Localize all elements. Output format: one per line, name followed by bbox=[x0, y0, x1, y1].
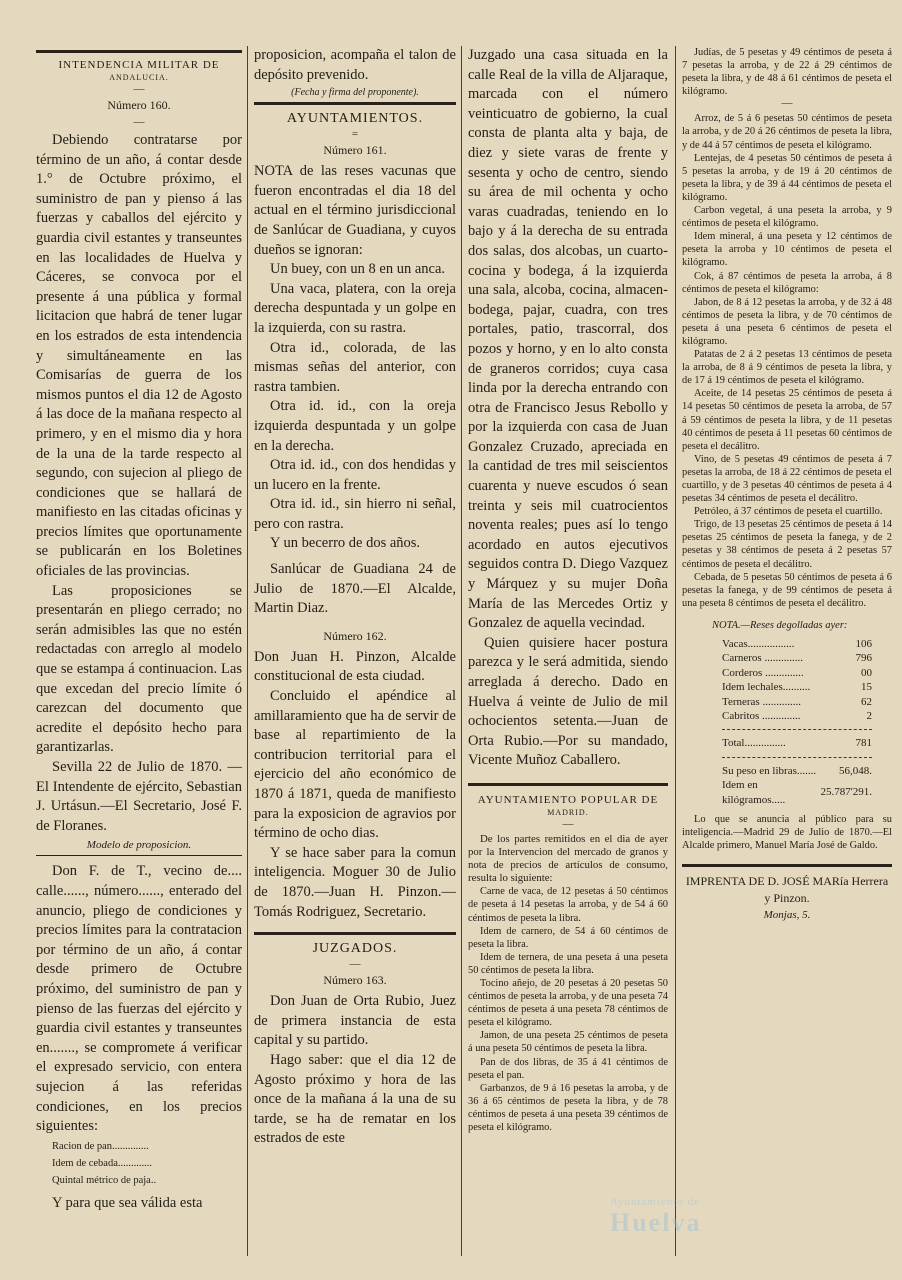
paragraph: Un buey, con un 8 en un anca. bbox=[270, 261, 446, 278]
column-rule bbox=[247, 46, 248, 1256]
table-row bbox=[722, 695, 872, 709]
column-2 bbox=[254, 46, 456, 1149]
total-label: Total............... bbox=[722, 737, 786, 750]
weight-label: Idem en kilógramos..... bbox=[722, 779, 786, 806]
paragraph: Hago saber: que el dia 12 de Agosto próximo y hora de las once de la mañana á la una de su tarde, se ha de rematar en los estrados de este bbox=[254, 1051, 456, 1147]
section-rule bbox=[468, 783, 668, 786]
paragraph: Don Juan de Orta Rubio, Juez de primera instancia de esta capital y su partido. bbox=[254, 993, 456, 1049]
section-rule bbox=[682, 864, 892, 867]
weight-value: 25.787'291. bbox=[820, 786, 872, 799]
watermark-line: Huelva bbox=[610, 1208, 702, 1237]
section-rule bbox=[254, 102, 456, 105]
table-row bbox=[722, 666, 872, 680]
price-item: Arroz, de 5 á 6 pesetas 50 céntimos de peseta la arroba, y de 20 á 26 céntimos de peseta la libra, y de 44 á 57 céntimos de peseta el kilógramo. bbox=[682, 113, 892, 151]
price-item: Cok, á 87 céntimos de peseta la arroba, á 8 céntimos de peseta el kilógramo: bbox=[682, 270, 892, 295]
form-line: Racion de pan.............. bbox=[52, 1140, 149, 1152]
total-value: 781 bbox=[855, 737, 872, 750]
paragraph: De los partes remitidos en el dia de ayer por la Intervencion del mercado de granos y nota de precios de artículos de consumo, resulta lo siguiente: bbox=[468, 832, 668, 885]
watermark-line: Ayuntamiento de bbox=[610, 1196, 701, 1208]
paragraph: NOTA de las reses vacunas que fueron encontradas el dia 18 del actual en el término jurisdiccional de Sanlúcar de Guadiana, y cuyos dueños se ignoran: bbox=[254, 163, 456, 258]
price-item: Idem mineral, á una peseta y 12 céntimos de peseta la arroba y 10 céntimos de peseta el kilógramo. bbox=[682, 231, 892, 269]
price-item: Patatas de 2 á 2 pesetas 13 céntimos de peseta la arroba, de 8 á 9 céntimos de peseta la libra, y de 17 á 19 céntimos de peseta el kilógramo. bbox=[682, 349, 892, 387]
section-subheading: ANDALUCIA. bbox=[109, 73, 169, 82]
section-rule bbox=[36, 50, 242, 53]
row-label: Terneras .............. bbox=[722, 695, 801, 708]
total-divider bbox=[722, 729, 872, 730]
price-item: Lentejas, de 4 pesetas 50 céntimos de peseta á 5 pesetas la arroba, y de 19 á 20 céntimos de peseta la libra, y de 39 á 44 céntimos de peseta el kilógramo. bbox=[682, 152, 892, 203]
table-row bbox=[722, 651, 872, 665]
paragraph: Otra id. id., con dos hendidas y un lucero en la frente. bbox=[254, 457, 456, 493]
printer-name: IMPRENTA DE D. JOSÉ MARía Herrera y Pinzon. bbox=[685, 874, 889, 906]
livestock-note: NOTA.—Reses degolladas ayer: bbox=[712, 619, 848, 631]
row-label: Corderos .............. bbox=[722, 666, 804, 679]
row-value: 796 bbox=[855, 652, 872, 665]
weight-row bbox=[722, 778, 872, 807]
weight-label: Su peso en libras....... bbox=[722, 764, 817, 777]
paragraph: Sevilla 22 de Julio de 1870. —El Intendente de ejército, Sebastian J. Urtásun.—El Secretario, José F. de Floranes. bbox=[36, 759, 242, 834]
table-row bbox=[722, 680, 872, 694]
total-row bbox=[722, 736, 872, 750]
weight-value: 56,048. bbox=[839, 764, 872, 777]
paragraph: Lo que se anuncia al público para su inteligencia.—Madrid 29 de Julio de 1870.—El Alcalde primero, Manuel María José de Galdo. bbox=[682, 814, 892, 852]
paragraph: Otra id., colorada, de las mismas señas del anterior, con rastra tambien. bbox=[254, 339, 456, 395]
thin-rule bbox=[36, 855, 242, 856]
price-item: Vino, de 5 pesetas 49 céntimos de peseta á 7 pesetas la arroba, de 18 á 22 céntimos de peseta el cuartillo, y de 3 pesetas 40 céntimos de peseta á 4 pesetas 34 céntimos de peseta el decálitro. bbox=[682, 453, 892, 505]
price-item: Garbanzos, de 9 á 16 pesetas la arroba, y de 36 á 65 céntimos de peseta la libra, y de 78 céntimos de peseta á una peseta 39 céntimos de peseta el kilógramo. bbox=[468, 1082, 668, 1134]
column-1 bbox=[36, 46, 242, 1213]
price-item: Jamon, de una peseta 25 céntimos de peseta á una peseta 50 céntimos de peseta la libra. bbox=[468, 1030, 668, 1055]
section-heading: INTENDENCIA MILITAR DE bbox=[58, 59, 220, 71]
price-item: Carbon vegetal, á una peseta la arroba, y 9 céntimos de peseta el kilógramo. bbox=[682, 205, 892, 230]
notice-number: Número 163. bbox=[323, 973, 387, 988]
form-line: Idem de cebada............. bbox=[52, 1157, 153, 1169]
paragraph: Concluido el apéndice al amillaramiento que ha de servir de base al repartimiento de la contribucion territorial para el ejercicio del año económico de 1870 á 1871, queda de manifiesto para la exposicion de agravios por término de ocho dias. bbox=[254, 688, 456, 842]
row-value: 15 bbox=[861, 681, 872, 694]
section-heading: AYUNTAMIENTO POPULAR DE bbox=[477, 793, 659, 806]
paragraph: Otra id. id., sin hierro ni señal, pero con rastra. bbox=[254, 496, 456, 532]
paragraph: Y para que sea válida esta bbox=[52, 1194, 203, 1211]
price-item: Trigo, de 13 pesetas 25 céntimos de peseta á 14 pesetas 25 céntimos de peseta la fanega, y de 2 pesetas y 38 céntimos de peseta á 2 pesetas 57 céntimos de peseta el decálitro. bbox=[682, 519, 892, 570]
total-table bbox=[722, 736, 872, 750]
livestock-table bbox=[722, 637, 872, 723]
price-item: Tocino añejo, de 20 pesetas á 20 pesetas 50 céntimos de peseta la arroba, y de una peseta 74 céntimos de peseta á una peseta 78 céntimos de peseta el kilógramo. bbox=[468, 978, 668, 1029]
notice-number: Número 162. bbox=[323, 628, 387, 643]
row-label: Cabritos .............. bbox=[722, 709, 801, 722]
notice-number: Número 161. bbox=[323, 143, 387, 158]
weight-row bbox=[722, 764, 872, 778]
weight-table bbox=[722, 764, 872, 807]
dash-separator: — bbox=[133, 83, 145, 95]
dash-separator: — bbox=[562, 817, 574, 830]
column-3 bbox=[468, 46, 668, 1134]
price-item: Idem de carnero, de 54 á 60 céntimos de peseta la libra. bbox=[468, 925, 668, 950]
price-item: Pan de dos libras, de 35 á 41 céntimos de peseta el pan. bbox=[468, 1056, 668, 1081]
model-heading: Modelo de proposicion. bbox=[86, 839, 192, 852]
row-value: 00 bbox=[861, 666, 872, 679]
section-rule bbox=[254, 932, 456, 935]
column-4 bbox=[682, 46, 892, 924]
section-heading: JUZGADOS. bbox=[312, 941, 398, 957]
dash-separator: — bbox=[781, 97, 793, 110]
dash-separator: — bbox=[133, 116, 145, 128]
dash-separator: = bbox=[351, 128, 359, 141]
paragraph: Juzgado una casa situada en la calle Real de la villa de Aljaraque, marcada con el número veinticuatro de gobierno, la cual consta de planta alta y baja, de diez y siete varas de frente y sesenta y ocho de centro, siendo su área de mil ochenta y ocho varas cuadradas, teniendo en lo bajo y á la derecha de su entrada dos salas, dos alcobas, un cuarto-cocina y bodega, á la izquierda una sala, alcoba, cocina, almacen-bodega, pajar, cuadra, con tres portales, patio, trascorral, dos pozos y horno, y en lo alto consta de graneros corridos; cuya casa linda por la derecha entrando con otra de Francisco Jesus Rebollo y por la izquierda con casa de Juan Gonzalez Cruzado, apreciada en la cantidad de tres mil seiscientos cuarenta y nueve escudos ó sean treinta y seis mil cuatrocientos noventa reales; pues así lo tengo acordado en autos ejecutivos seguidos contra D. Diego Vazquez y Márquez y su mujer Doña María de las Mercedes Ortiz y Gonzalez de aquella vecindad. bbox=[468, 47, 668, 632]
dash-separator: — bbox=[349, 958, 361, 971]
table-row bbox=[722, 637, 872, 651]
price-item: Petróleo, á 37 céntimos de peseta el cuartillo. bbox=[694, 506, 883, 518]
form-line: Quintal métrico de paja.. bbox=[52, 1174, 157, 1186]
total-divider bbox=[722, 757, 872, 758]
paragraph: Y se hace saber para la comun inteligencia. Moguer 30 de Julio de 1870.—Juan H. Pinzon.—Tomás Rodriguez, Secretario. bbox=[254, 844, 456, 920]
row-value: 106 bbox=[855, 637, 872, 650]
table-row bbox=[722, 709, 872, 723]
paragraph: Sanlúcar de Guadiana 24 de Julio de 1870.—El Alcalde, Martin Diaz. bbox=[254, 561, 456, 617]
price-item: Carne de vaca, de 12 pesetas á 50 céntimos de peseta á 14 pesetas la arroba, y de 54 á 60 céntimos de peseta la libra. bbox=[468, 886, 668, 924]
paragraph: proposicion, acompaña el talon de depósito prevenido. bbox=[254, 47, 456, 83]
column-rule bbox=[461, 46, 462, 1256]
row-label: Carneros .............. bbox=[722, 652, 803, 665]
signature-note: (Fecha y firma del proponente). bbox=[291, 87, 419, 99]
paragraph: Quien quisiere hacer postura parezca y le será admitida, siendo arreglada á derecho. Dado en Huelva á veinte de Julio de mil ochocientos setenta.—Juan de Orta Rubio.—Por su mandado, Vicente Muñoz Caballero. bbox=[468, 634, 668, 769]
library-watermark bbox=[610, 1196, 890, 1238]
printer-address: Monjas, 5. bbox=[763, 909, 811, 922]
paragraph: Don Juan H. Pinzon, Alcalde constitucional de esta ciudad. bbox=[254, 648, 456, 685]
section-heading: AYUNTAMIENTOS. bbox=[286, 111, 424, 127]
row-label: Idem lechales.......... bbox=[722, 681, 811, 694]
price-item: Aceite, de 14 pesetas 25 céntimos de peseta á 14 pesetas 50 céntimos de peseta la arroba, de 57 á 59 céntimos de peseta la libra, y de 11 pesetas 40 céntimos de peseta á 11 pesetas 60 céntimos de peseta el decálitro. bbox=[682, 388, 892, 452]
paragraph: Otra id. id., con la oreja izquierda despuntada y un golpe en la derecha. bbox=[254, 398, 456, 454]
printer-imprint bbox=[682, 873, 892, 924]
paragraph: Y un becerro de dos años. bbox=[270, 535, 421, 552]
row-label: Vacas................. bbox=[722, 637, 795, 650]
row-value: 62 bbox=[861, 695, 872, 708]
price-item: Cebada, de 5 pesetas 50 céntimos de peseta á 6 pesetas la fanega, y de 99 céntimos de peseta á una peseta 8 céntimos de peseta el decálitro. bbox=[682, 571, 892, 609]
notice-number: Número 160. bbox=[107, 98, 171, 112]
paragraph: Una vaca, platera, con la oreja derecha despuntada y un golpe en la izquierda, con su rastra. bbox=[254, 280, 456, 336]
price-item: Idem de ternera, de una peseta á una peseta 50 céntimos de peseta la libra. bbox=[468, 951, 668, 976]
column-rule bbox=[675, 46, 676, 1256]
paragraph: Don F. de T., vecino de.... calle......, número......, enterado del anuncio, pliego de condiciones y precios límites para la contratacion por término de un año, á contar desde primero de Octubre próximo, del suministro de pan y pienso de las fuerzas del ejército y guardia civil estantes y transeuntes en......., se compromete á verificar el expresado servicio, con entera sujecion á las referidas condiciones, en los precios siguientes: bbox=[36, 863, 242, 1135]
price-item: Jabon, de 8 á 12 pesetas la arroba, y de 32 á 48 céntimos de peseta la libra, y de 70 céntimos de peseta á una peseta 6 céntimos de peseta el kilógramo. bbox=[682, 296, 892, 347]
price-item: Judías, de 5 pesetas y 49 céntimos de peseta á 7 pesetas la arroba, y de 22 á 29 céntimos de peseta la libra, y de 48 á 61 céntimos de peseta el kilógramo. bbox=[682, 47, 892, 98]
paragraph: Debiendo contratarse por término de un año, á contar desde 1.° de Octubre próximo, el suministro de pan y pienso á las fuerzas y caballos del ejército y guardia civil estantes y transeuntes en las localidades de Huelva y Cáceres, se convoca por el presente á una pública y formal licitacion que habrá de tener lugar en los estrados de esta intendencia y simultáneamente en las Comisarías de guerra de los mismos puntos el dia 12 de Agosto á las doce de la mañana respecto al primero, y en el mismo dia y hora de la una de la tarde respecto al segundo, con sujecion al pliego de condiciones que se hallará de manifiesto en las citadas oficinas y precios límites que oportunamente se publicarán en los Boletines oficiales de las provincias. bbox=[36, 132, 242, 580]
section-subheading: MADRID. bbox=[547, 807, 589, 817]
paragraph: Las proposiciones se presentarán en pliego cerrado; no serán admisibles las que no estén redactadas con arreglo al modelo que se estampa á continuacion. Las que excedan del precio límite ó carezcan del documento que acredite el depósito hecho para garantizarlas. bbox=[36, 582, 242, 756]
row-value: 2 bbox=[866, 709, 872, 722]
